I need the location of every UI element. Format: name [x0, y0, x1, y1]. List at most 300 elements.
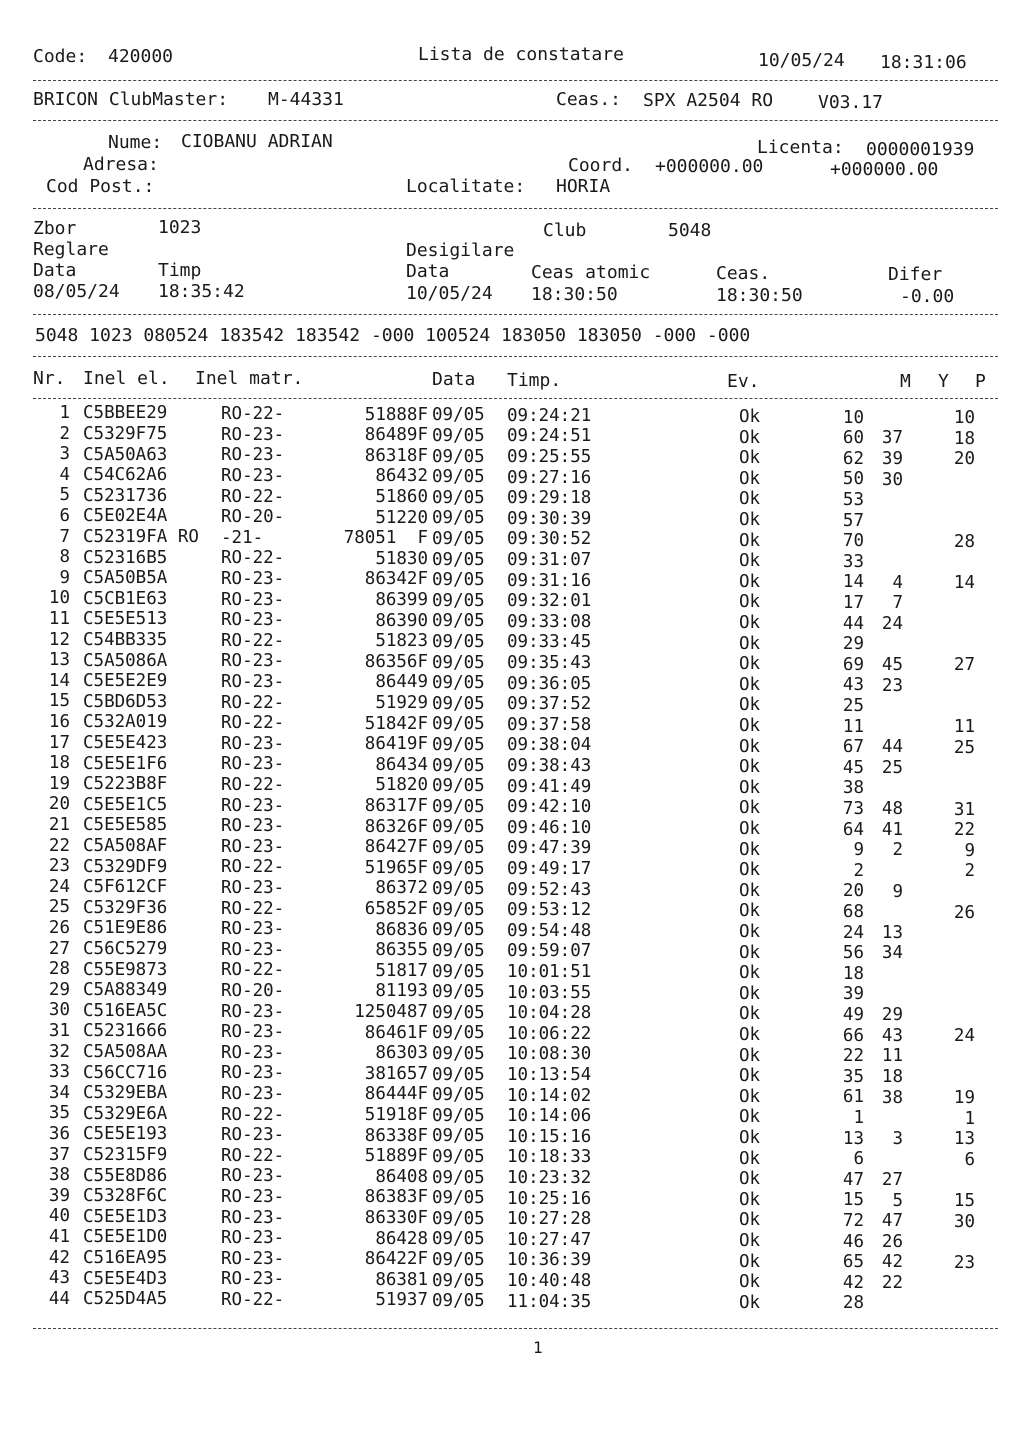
page-number: 1 [533, 1338, 543, 1357]
cell-y: 5 [892, 1190, 903, 1211]
cell-ring-number: 51830 [375, 548, 428, 569]
cell-m: 50 [842, 469, 864, 490]
cell-date: 09/05 [432, 1085, 485, 1106]
cell-time: 09:25:55 [507, 446, 592, 467]
cell-p: 6 [964, 1149, 975, 1170]
cell-time: 09:37:58 [507, 714, 592, 735]
cell-nr: 21 [48, 815, 70, 835]
cell-ring-number: 86383F [364, 1187, 428, 1208]
cell-ring-number: 86444F [364, 1084, 428, 1105]
cell-time: 09:52:43 [507, 879, 592, 900]
cell-m: 57 [842, 510, 864, 531]
cell-event: Ok [739, 901, 761, 922]
cell-ring-prefix: RO-23- [221, 671, 285, 692]
cell-electronic-ring: C56C5279 [83, 938, 168, 959]
cell-y: 26 [881, 1231, 903, 1252]
cell-nr: 43 [48, 1268, 70, 1289]
cell-time: 09:59:07 [507, 941, 592, 962]
cell-p: 25 [953, 737, 975, 758]
cell-date: 09/05 [432, 508, 485, 529]
cell-date: 09/05 [432, 570, 485, 591]
cell-time: 10:04:28 [507, 1003, 592, 1024]
license-label: Licenta: [757, 137, 844, 158]
cell-p: 30 [953, 1211, 975, 1232]
cell-nr: 40 [48, 1206, 70, 1227]
cell-event: Ok [739, 1169, 761, 1190]
difference-value: -0.00 [900, 286, 955, 307]
cell-y: 39 [881, 449, 903, 469]
cell-ring-prefix: RO-23- [221, 610, 285, 631]
cell-electronic-ring: C5329E6A [83, 1103, 168, 1124]
cell-m: 49 [842, 1005, 864, 1025]
cell-date: 09/05 [432, 982, 485, 1003]
col-header-event: Ev. [727, 371, 760, 392]
cell-event: Ok [739, 1210, 761, 1231]
cell-date: 09/05 [432, 1023, 485, 1044]
cell-event: Ok [739, 798, 761, 819]
cell-nr: 36 [48, 1124, 70, 1144]
cell-p: 23 [953, 1252, 975, 1273]
cell-electronic-ring: C5CB1E63 [83, 588, 168, 609]
cell-date: 09/05 [432, 1126, 485, 1147]
cell-electronic-ring: C5A5086A [83, 650, 168, 671]
cell-time: 10:18:33 [507, 1147, 592, 1168]
cell-m: 43 [842, 675, 864, 696]
cell-event: Ok [739, 407, 761, 427]
cell-electronic-ring: C5A50A63 [83, 444, 168, 465]
cell-date: 09/05 [432, 1229, 485, 1250]
cell-y: 44 [881, 737, 903, 758]
cell-nr: 29 [48, 979, 70, 1000]
cell-ring-number: 81193 [375, 981, 428, 1002]
cell-ring-prefix: RO-22- [221, 630, 285, 651]
cell-time: 09:46:10 [507, 817, 592, 838]
cell-ring-prefix: RO-20- [221, 507, 285, 528]
cell-p: 1 [964, 1108, 975, 1129]
cell-m: 22 [842, 1046, 864, 1067]
cell-time: 09:24:21 [507, 405, 592, 426]
cell-ring-prefix: RO-23- [221, 877, 285, 898]
cell-time: 09:31:16 [507, 570, 592, 591]
cell-electronic-ring: C5F612CF [83, 877, 168, 898]
cell-time: 10:13:54 [507, 1064, 592, 1085]
cell-nr: 8 [59, 547, 70, 568]
cell-electronic-ring: C5231736 [83, 485, 168, 506]
cell-electronic-ring: C54C62A6 [83, 465, 168, 486]
cell-p: 26 [953, 902, 975, 923]
cell-ring-number: 86449 [375, 672, 428, 693]
club-value: 5048 [668, 220, 712, 241]
cell-ring-prefix: RO-23- [221, 795, 285, 816]
cell-date: 09/05 [432, 1291, 485, 1312]
locality-label: Localitate: [406, 176, 526, 197]
cell-event: Ok [739, 1272, 761, 1293]
cell-ring-prefix: RO-23- [221, 1042, 285, 1063]
cell-time: 09:29:18 [507, 488, 592, 509]
cell-p: 9 [964, 840, 975, 861]
document-title: Lista de constatare [418, 44, 624, 65]
cell-electronic-ring: C516EA95 [83, 1247, 168, 1268]
cell-nr: 39 [48, 1185, 70, 1206]
cell-y: 2 [892, 840, 903, 861]
coord-value-1: +000000.00 [655, 156, 764, 177]
header-time: 18:31:06 [880, 52, 967, 73]
unsealing-date-label: Data [406, 261, 450, 282]
cell-nr: 30 [48, 1000, 70, 1021]
cell-m: 67 [842, 737, 864, 758]
cell-ring-prefix: RO-23- [221, 1269, 285, 1290]
header-date: 10/05/24 [758, 50, 845, 71]
cell-date: 09/05 [432, 446, 485, 467]
flight-value: 1023 [158, 217, 202, 238]
cell-ring-number: 86428 [375, 1228, 428, 1249]
cell-m: 13 [842, 1128, 864, 1149]
cell-event: Ok [739, 427, 761, 448]
cell-electronic-ring: C52319FA RO [83, 526, 199, 547]
cell-nr: 16 [48, 712, 70, 732]
cell-event: Ok [739, 839, 761, 860]
cell-p: 11 [953, 717, 975, 738]
address-label: Adresa: [83, 154, 159, 175]
cell-event: Ok [739, 633, 761, 654]
cell-ring-prefix: RO-20- [221, 980, 285, 1001]
cell-nr: 33 [48, 1062, 70, 1083]
cell-m: 68 [842, 902, 864, 922]
cell-y: 22 [881, 1273, 903, 1293]
cell-electronic-ring: C5329DF9 [83, 856, 168, 877]
cell-time: 10:14:02 [507, 1085, 592, 1106]
unsealing-label: Desigilare [406, 240, 515, 261]
cell-y: 23 [881, 675, 903, 696]
cell-electronic-ring: C5329F75 [83, 423, 168, 444]
clock-version: V03.17 [818, 92, 884, 113]
cell-event: Ok [739, 963, 761, 984]
cell-nr: 17 [48, 732, 70, 753]
cell-p: 31 [953, 799, 975, 820]
cell-m: 17 [842, 593, 864, 613]
cell-ring-prefix: RO-23- [221, 1001, 285, 1022]
cell-electronic-ring: C5E5E2E9 [83, 671, 168, 692]
cell-p: 19 [953, 1088, 975, 1108]
cell-m: 69 [842, 654, 864, 675]
cell-nr: 28 [48, 959, 70, 980]
cell-nr: 18 [48, 753, 70, 774]
cell-ring-number: 86356F [364, 651, 428, 672]
cell-electronic-ring: C52315F9 [83, 1144, 168, 1165]
cell-nr: 24 [48, 876, 70, 897]
cell-y: 48 [881, 799, 903, 820]
cell-time: 11:04:35 [507, 1291, 592, 1312]
cell-m: 24 [842, 922, 864, 943]
cell-ring-prefix: RO-22- [221, 486, 285, 507]
col-header-m: M [900, 371, 911, 392]
cell-date: 09/05 [432, 1146, 485, 1167]
cell-y: 4 [892, 572, 903, 593]
cell-date: 09/05 [432, 1249, 485, 1270]
cell-ring-prefix: RO-23- [221, 589, 285, 610]
cell-m: 25 [842, 696, 864, 716]
cell-ring-prefix: RO-23- [221, 754, 285, 775]
cell-m: 9 [853, 840, 864, 861]
cell-event: Ok [739, 860, 761, 881]
cell-event: Ok [739, 489, 761, 510]
postal-code-label: Cod Post.: [46, 176, 155, 197]
cell-ring-number: 65852F [364, 898, 428, 919]
cell-electronic-ring: C52316B5 [83, 547, 168, 568]
clock-label: Ceas.: [556, 89, 622, 110]
clock-time-label: Ceas. [716, 263, 771, 284]
cell-electronic-ring: C5E5E1F6 [83, 753, 168, 774]
separator [33, 1328, 998, 1329]
cell-time: 10:23:32 [507, 1167, 592, 1188]
cell-nr: 38 [48, 1165, 70, 1186]
cell-ring-number: 51937 [375, 1290, 428, 1311]
cell-p: 13 [953, 1129, 975, 1150]
cell-ring-prefix: RO-22- [221, 692, 285, 713]
cell-time: 10:25:16 [507, 1188, 592, 1209]
setting-time: 18:35:42 [158, 281, 245, 302]
cell-ring-prefix: RO-23- [221, 1186, 285, 1207]
atomic-clock-label: Ceas atomic [531, 262, 651, 283]
cell-nr: 31 [48, 1021, 70, 1041]
cell-y: 11 [881, 1046, 903, 1067]
cell-nr: 13 [48, 650, 70, 671]
cell-p: 2 [964, 861, 975, 882]
cell-m: 44 [842, 613, 864, 634]
cell-y: 25 [881, 758, 903, 778]
name-label: Nume: [108, 132, 163, 153]
club-master-value: M-44331 [268, 89, 344, 110]
cell-y: 38 [881, 1087, 903, 1108]
cell-nr: 42 [48, 1247, 70, 1268]
cell-date: 09/05 [432, 405, 485, 426]
cell-y: 41 [881, 819, 903, 840]
cell-y: 29 [881, 1005, 903, 1026]
cell-m: 20 [842, 881, 864, 902]
cell-event: Ok [739, 736, 761, 757]
cell-electronic-ring: C5E5E513 [83, 609, 168, 630]
cell-ring-prefix: RO-22- [221, 960, 285, 981]
cell-ring-prefix: RO-22- [221, 1104, 285, 1125]
cell-m: 46 [842, 1231, 864, 1252]
flight-label: Zbor [33, 218, 77, 239]
cell-date: 09/05 [432, 1188, 485, 1209]
cell-ring-prefix: RO-22- [221, 548, 285, 569]
cell-event: Ok [739, 1045, 761, 1066]
cell-electronic-ring: C5E5E1D0 [83, 1227, 168, 1248]
cell-ring-number: 86434 [375, 754, 428, 775]
cell-ring-number: 86318F [364, 445, 428, 466]
cell-time: 10:40:48 [507, 1270, 592, 1291]
cell-m: 6 [853, 1149, 864, 1170]
cell-ring-number: 86489F [364, 425, 428, 446]
cell-ring-number: 51842F [364, 713, 428, 734]
cell-m: 53 [842, 490, 864, 510]
cell-date: 09/05 [432, 549, 485, 570]
cell-ring-prefix: RO-23- [221, 424, 285, 445]
cell-ring-prefix: -21- [221, 527, 264, 548]
cell-event: Ok [739, 695, 761, 716]
cell-ring-prefix: RO-23- [221, 1248, 285, 1269]
cell-y: 18 [881, 1067, 903, 1087]
clock-time: 18:30:50 [716, 285, 803, 306]
setting-date-label: Data [33, 260, 77, 281]
cell-m: 62 [842, 448, 864, 469]
cell-nr: 32 [48, 1041, 70, 1062]
cell-event: Ok [739, 1128, 761, 1148]
cell-date: 09/05 [432, 673, 485, 694]
cell-nr: 11 [48, 609, 70, 629]
cell-electronic-ring: C525D4A5 [83, 1289, 168, 1310]
cell-ring-number: 86338F [364, 1125, 428, 1146]
cell-y: 13 [881, 922, 903, 943]
cell-event: Ok [739, 716, 761, 736]
cell-event: Ok [739, 777, 761, 798]
cell-event: Ok [739, 1107, 761, 1128]
cell-y: 43 [881, 1025, 903, 1046]
cell-electronic-ring: C5BD6D53 [83, 691, 168, 712]
cell-time: 09:42:10 [507, 797, 592, 818]
cell-m: 15 [842, 1190, 864, 1211]
cell-ring-number: 51929 [375, 692, 428, 713]
cell-date: 09/05 [432, 425, 485, 446]
cell-nr: 44 [48, 1288, 70, 1309]
cell-nr: 37 [48, 1144, 70, 1165]
cell-nr: 34 [48, 1082, 70, 1103]
cell-electronic-ring: C5E02E4A [83, 506, 168, 527]
cell-event: Ok [739, 592, 761, 613]
cell-m: 70 [842, 531, 864, 552]
cell-electronic-ring: C56CC716 [83, 1062, 168, 1083]
cell-nr: 7 [59, 526, 70, 547]
cell-ring-number: 86381 [375, 1269, 428, 1290]
cell-ring-number: 86419F [364, 734, 428, 755]
cell-p: 14 [953, 573, 975, 593]
cell-m: 39 [842, 984, 864, 1005]
locality-value: HORIA [556, 176, 611, 197]
cell-ring-number: 86427F [364, 837, 428, 858]
cell-date: 09/05 [432, 1105, 485, 1126]
cell-y: 47 [881, 1211, 903, 1232]
cell-ring-prefix: RO-23- [221, 465, 285, 486]
cell-ring-prefix: RO-23- [221, 836, 285, 857]
cell-date: 09/05 [432, 467, 485, 488]
cell-electronic-ring: C5E5E193 [83, 1124, 168, 1145]
cell-ring-prefix: RO-23- [221, 816, 285, 837]
cell-event: Ok [739, 448, 761, 469]
cell-nr: 9 [59, 567, 70, 588]
cell-electronic-ring: C5A50B5A [83, 568, 168, 589]
cell-y: 7 [892, 593, 903, 614]
cell-event: Ok [739, 1231, 761, 1251]
cell-time: 09:24:51 [507, 426, 592, 447]
cell-m: 60 [842, 428, 864, 449]
setting-time-label: Timp [158, 260, 202, 281]
cell-p: 24 [953, 1026, 975, 1047]
cell-electronic-ring: C5A508AA [83, 1041, 168, 1062]
cell-m: 28 [842, 1293, 864, 1314]
cell-p: 20 [953, 449, 975, 470]
cell-m: 45 [842, 757, 864, 778]
cell-time: 09:27:16 [507, 467, 592, 488]
cell-y: 42 [881, 1252, 903, 1273]
cell-date: 09/05 [432, 961, 485, 982]
cell-ring-prefix: RO-22- [221, 857, 285, 878]
cell-nr: 35 [48, 1103, 70, 1124]
cell-nr: 10 [48, 588, 70, 609]
separator [33, 208, 998, 209]
cell-electronic-ring: C532A019 [83, 712, 168, 733]
cell-electronic-ring: C5E5E4D3 [83, 1268, 168, 1289]
cell-date: 09/05 [432, 755, 485, 776]
cell-ring-number: 51965F [364, 857, 428, 878]
cell-nr: 22 [48, 835, 70, 856]
cell-time: 09:33:45 [507, 632, 592, 653]
cell-electronic-ring: C5329EBA [83, 1083, 168, 1104]
cell-event: Ok [739, 922, 761, 942]
cell-p: 10 [953, 408, 975, 429]
cell-y: 9 [892, 881, 903, 902]
cell-event: Ok [739, 819, 761, 839]
cell-ring-number: 86432 [375, 466, 428, 487]
cell-time: 09:31:07 [507, 549, 592, 570]
cell-event: Ok [739, 571, 761, 592]
cell-nr: 3 [59, 444, 70, 465]
cell-date: 09/05 [432, 879, 485, 900]
cell-ring-number: 86355 [375, 940, 428, 961]
cell-nr: 4 [59, 464, 70, 485]
cell-nr: 19 [48, 773, 70, 794]
cell-ring-prefix: RO-23- [221, 1125, 285, 1146]
cell-p: 28 [953, 531, 975, 552]
cell-electronic-ring: C51E9E86 [83, 918, 168, 939]
cell-date: 09/05 [432, 590, 485, 611]
cell-electronic-ring: C5BBEE29 [83, 403, 168, 424]
coord-label: Coord. [568, 155, 634, 176]
cell-electronic-ring: C5223B8F [83, 774, 168, 795]
cell-m: 14 [842, 572, 864, 593]
cell-time: 10:14:06 [507, 1106, 592, 1127]
cell-date: 09/05 [432, 940, 485, 961]
setting-label: Reglare [33, 239, 109, 260]
cell-ring-number: 51823 [375, 631, 428, 652]
cell-time: 09:47:39 [507, 838, 592, 859]
separator [33, 398, 998, 399]
cell-date: 09/05 [432, 1270, 485, 1291]
cell-ring-prefix: RO-22- [221, 1145, 285, 1166]
cell-time: 09:36:05 [507, 673, 592, 694]
cell-date: 09/05 [432, 858, 485, 879]
code-value: 420000 [108, 46, 174, 67]
col-header-p: P [975, 371, 986, 392]
license-value: 0000001939 [866, 139, 975, 160]
cell-ring-number: 51820 [375, 775, 428, 796]
cell-event: Ok [739, 1251, 761, 1272]
cell-date: 09/05 [432, 487, 485, 508]
cell-ring-prefix: RO-23- [221, 1083, 285, 1104]
cell-date: 09/05 [432, 776, 485, 797]
cell-time: 09:30:39 [507, 508, 592, 529]
cell-event: Ok [739, 1086, 761, 1107]
atomic-clock-time: 18:30:50 [531, 284, 618, 305]
cell-ring-number: 86330F [364, 1207, 428, 1228]
cell-event: Ok [739, 1189, 761, 1210]
cell-date: 09/05 [432, 611, 485, 632]
cell-time: 10:06:22 [507, 1023, 592, 1044]
cell-date: 09/05 [432, 817, 485, 838]
cell-p: 22 [953, 820, 975, 841]
cell-nr: 2 [59, 423, 70, 444]
